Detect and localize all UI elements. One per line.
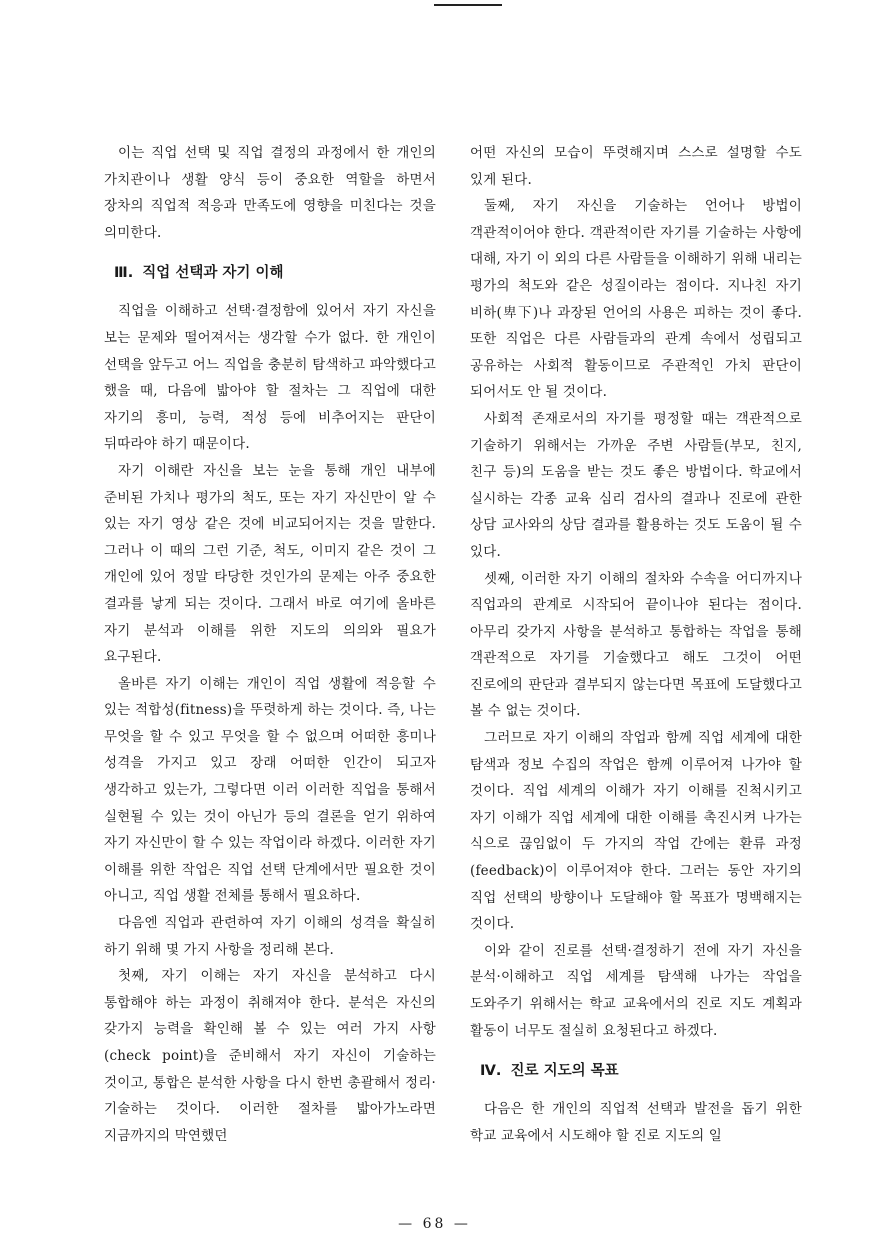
section-heading-3 — [104, 262, 436, 284]
body-paragraph: 둘째, 자기 자신을 기술하는 언어나 방법이 객관적이어야 한다. 객관적이란 자기를 기술하는 사항에 대해, 자기 이 외의 다른 사람들을 이해하기 위해 내리는 평가의 척도와 같은 성질이라는 점이다. 지나친 자기 비하(卑下)나 과장된 언어의 사용은 피하는 것이 좋다. 또한 직업은 다른 사람들과의 관계 속에서 성립되고 공유하는 사회적 활동이므로 주관적인 가치 판단이 되어서도 안 될 것이다. — [470, 198, 802, 401]
page-number: — 68 — — [398, 1216, 471, 1232]
body-paragraph: 이와 같이 진로를 선택·결정하기 전에 자기 자신을 분석·이해하고 직업 세계를 탐색해 나가는 작업을 도와주기 위해서는 학교 교육에서의 진로 지도 계획과 활동이 너무도 절실히 요청된다고 하겠다. — [470, 942, 802, 1039]
body-paragraph: 첫째, 자기 이해는 자기 자신을 분석하고 다시 통합해야 하는 과정이 취해져야 한다. 분석은 자신의 갖가지 능력을 확인해 볼 수 있는 여러 가지 사항(check point)을 준비해서 자기 자신이 기술하는 것이고, 통합은 분석한 사항을 다시 한번 총괄해서 정리·기술하는 것이다. 이러한 절차를 밟아가노라면 지금까지의 막연했던 — [104, 968, 436, 1144]
left-column — [104, 140, 436, 1149]
body-paragraph: 셋째, 이러한 자기 이해의 절차와 수속을 어디까지나 직업과의 관계로 시작되어 끝이나야 된다는 점이다. 아무리 갖가지 사항을 분석하고 통합하는 작업을 통해 객관적으로 자기를 기술했다고 해도 그것이 어떤 진로에의 판단과 결부되지 않는다면 목표에 도달했다고 볼 수 없는 것이다. — [470, 570, 802, 720]
body-paragraph: 자기 이해란 자신을 보는 눈을 통해 개인 내부에 준비된 가치나 평가의 척도, 또는 자기 자신만이 알 수 있는 자기 영상 같은 것에 비교되어지는 것을 말한다. 그러나 이 때의 그런 기준, 척도, 이미지 같은 것이 그 개인에 있어 정말 타당한 것인가의 문제는 아주 중요한 결과를 낳게 되는 것이다. 그래서 바로 여기에 올바른 자기 분석과 이해를 위한 지도의 의의와 필요가 요구된다. — [104, 462, 436, 666]
top-rule — [434, 4, 502, 6]
body-paragraph: 올바른 자기 이해는 개인이 직업 생활에 적응할 수 있는 적합성(fitness)을 뚜렷하게 하는 것이다. 즉, 나는 무엇을 할 수 있고 무엇을 할 수 없으며 어떠한 흥미나 성격을 가지고 있고 장래 어떠한 인간이 되고자 생각하고 있는가, 그렇다면 이러 이러한 직업을 통해서 실현될 수 있는 것이 아닌가 등의 결론을 얻기 위하여 자기 자신만이 할 수 있는 작업이라 하겠다. 이러한 자기 이해를 위한 작업은 직업 선택 단계에서만 필요한 것이 아니고, 직업 생활 전체를 통해서 필요하다. — [104, 675, 436, 905]
body-paragraph: 다음은 한 개인의 직업적 선택과 발전을 돕기 위한 학교 교육에서 시도해야 할 진로 지도의 일 — [470, 1101, 802, 1144]
body-paragraph: 다음엔 직업과 관련하여 자기 이해의 성격을 확실히 하기 위해 몇 가지 사항을 정리해 본다. — [104, 915, 436, 958]
right-column — [470, 140, 802, 1149]
section-heading-4 — [470, 1060, 802, 1082]
section-number: Ⅲ. — [114, 265, 134, 282]
section-number: Ⅳ. — [480, 1063, 502, 1080]
section-title: 진로 지도의 목표 — [510, 1063, 619, 1080]
section-title: 직업 선택과 자기 이해 — [142, 265, 284, 282]
body-paragraph: 그러므로 자기 이해의 작업과 함께 직업 세계에 대한 탐색과 정보 수집의 작업은 함께 이루어져 나가야 할 것이다. 직업 세계의 이해가 자기 이해를 진척시키고 자기 이해가 직업 세계에 대한 이해를 촉진시켜 나가는 식으로 끊임없이 두 가지의 작업 간에는 환류 과정(feedback)이 이루어져야 한다. 그러는 동안 자기의 직업 선택의 방향이나 도달해야 할 목표가 명백해지는 것이다. — [470, 730, 802, 933]
body-paragraph: 사회적 존재로서의 자기를 평정할 때는 객관적으로 기술하기 위해서는 가까운 주변 사람들(부모, 친지, 친구 등)의 도움을 받는 것도 좋은 방법이다. 학교에서 실시하는 각종 교육 심리 검사의 결과나 진로에 관한 상담 교사와의 상담 결과를 활용하는 것도 도움이 될 수 있다. — [470, 410, 802, 560]
body-paragraph: 어떤 자신의 모습이 뚜렷해지며 스스로 설명할 수도 있게 된다. — [470, 145, 802, 188]
body-paragraph: 이는 직업 선택 및 직업 결정의 과정에서 한 개인의 가치관이나 생활 양식 등이 중요한 역할을 하면서 장차의 직업적 적응과 만족도에 영향을 미친다는 것을 의미한다. — [104, 145, 436, 241]
body-paragraph: 직업을 이해하고 선택·결정함에 있어서 자기 자신을 보는 문제와 떨어져서는 생각할 수가 없다. 한 개인이 선택을 앞두고 어느 직업을 충분히 탐색하고 파악했다고 했을 때, 다음에 밟아야 할 절차는 그 직업에 대한 자기의 흥미, 능력, 적성 등에 비추어지는 판단이 뒤따라야 하기 때문이다. — [104, 303, 436, 453]
